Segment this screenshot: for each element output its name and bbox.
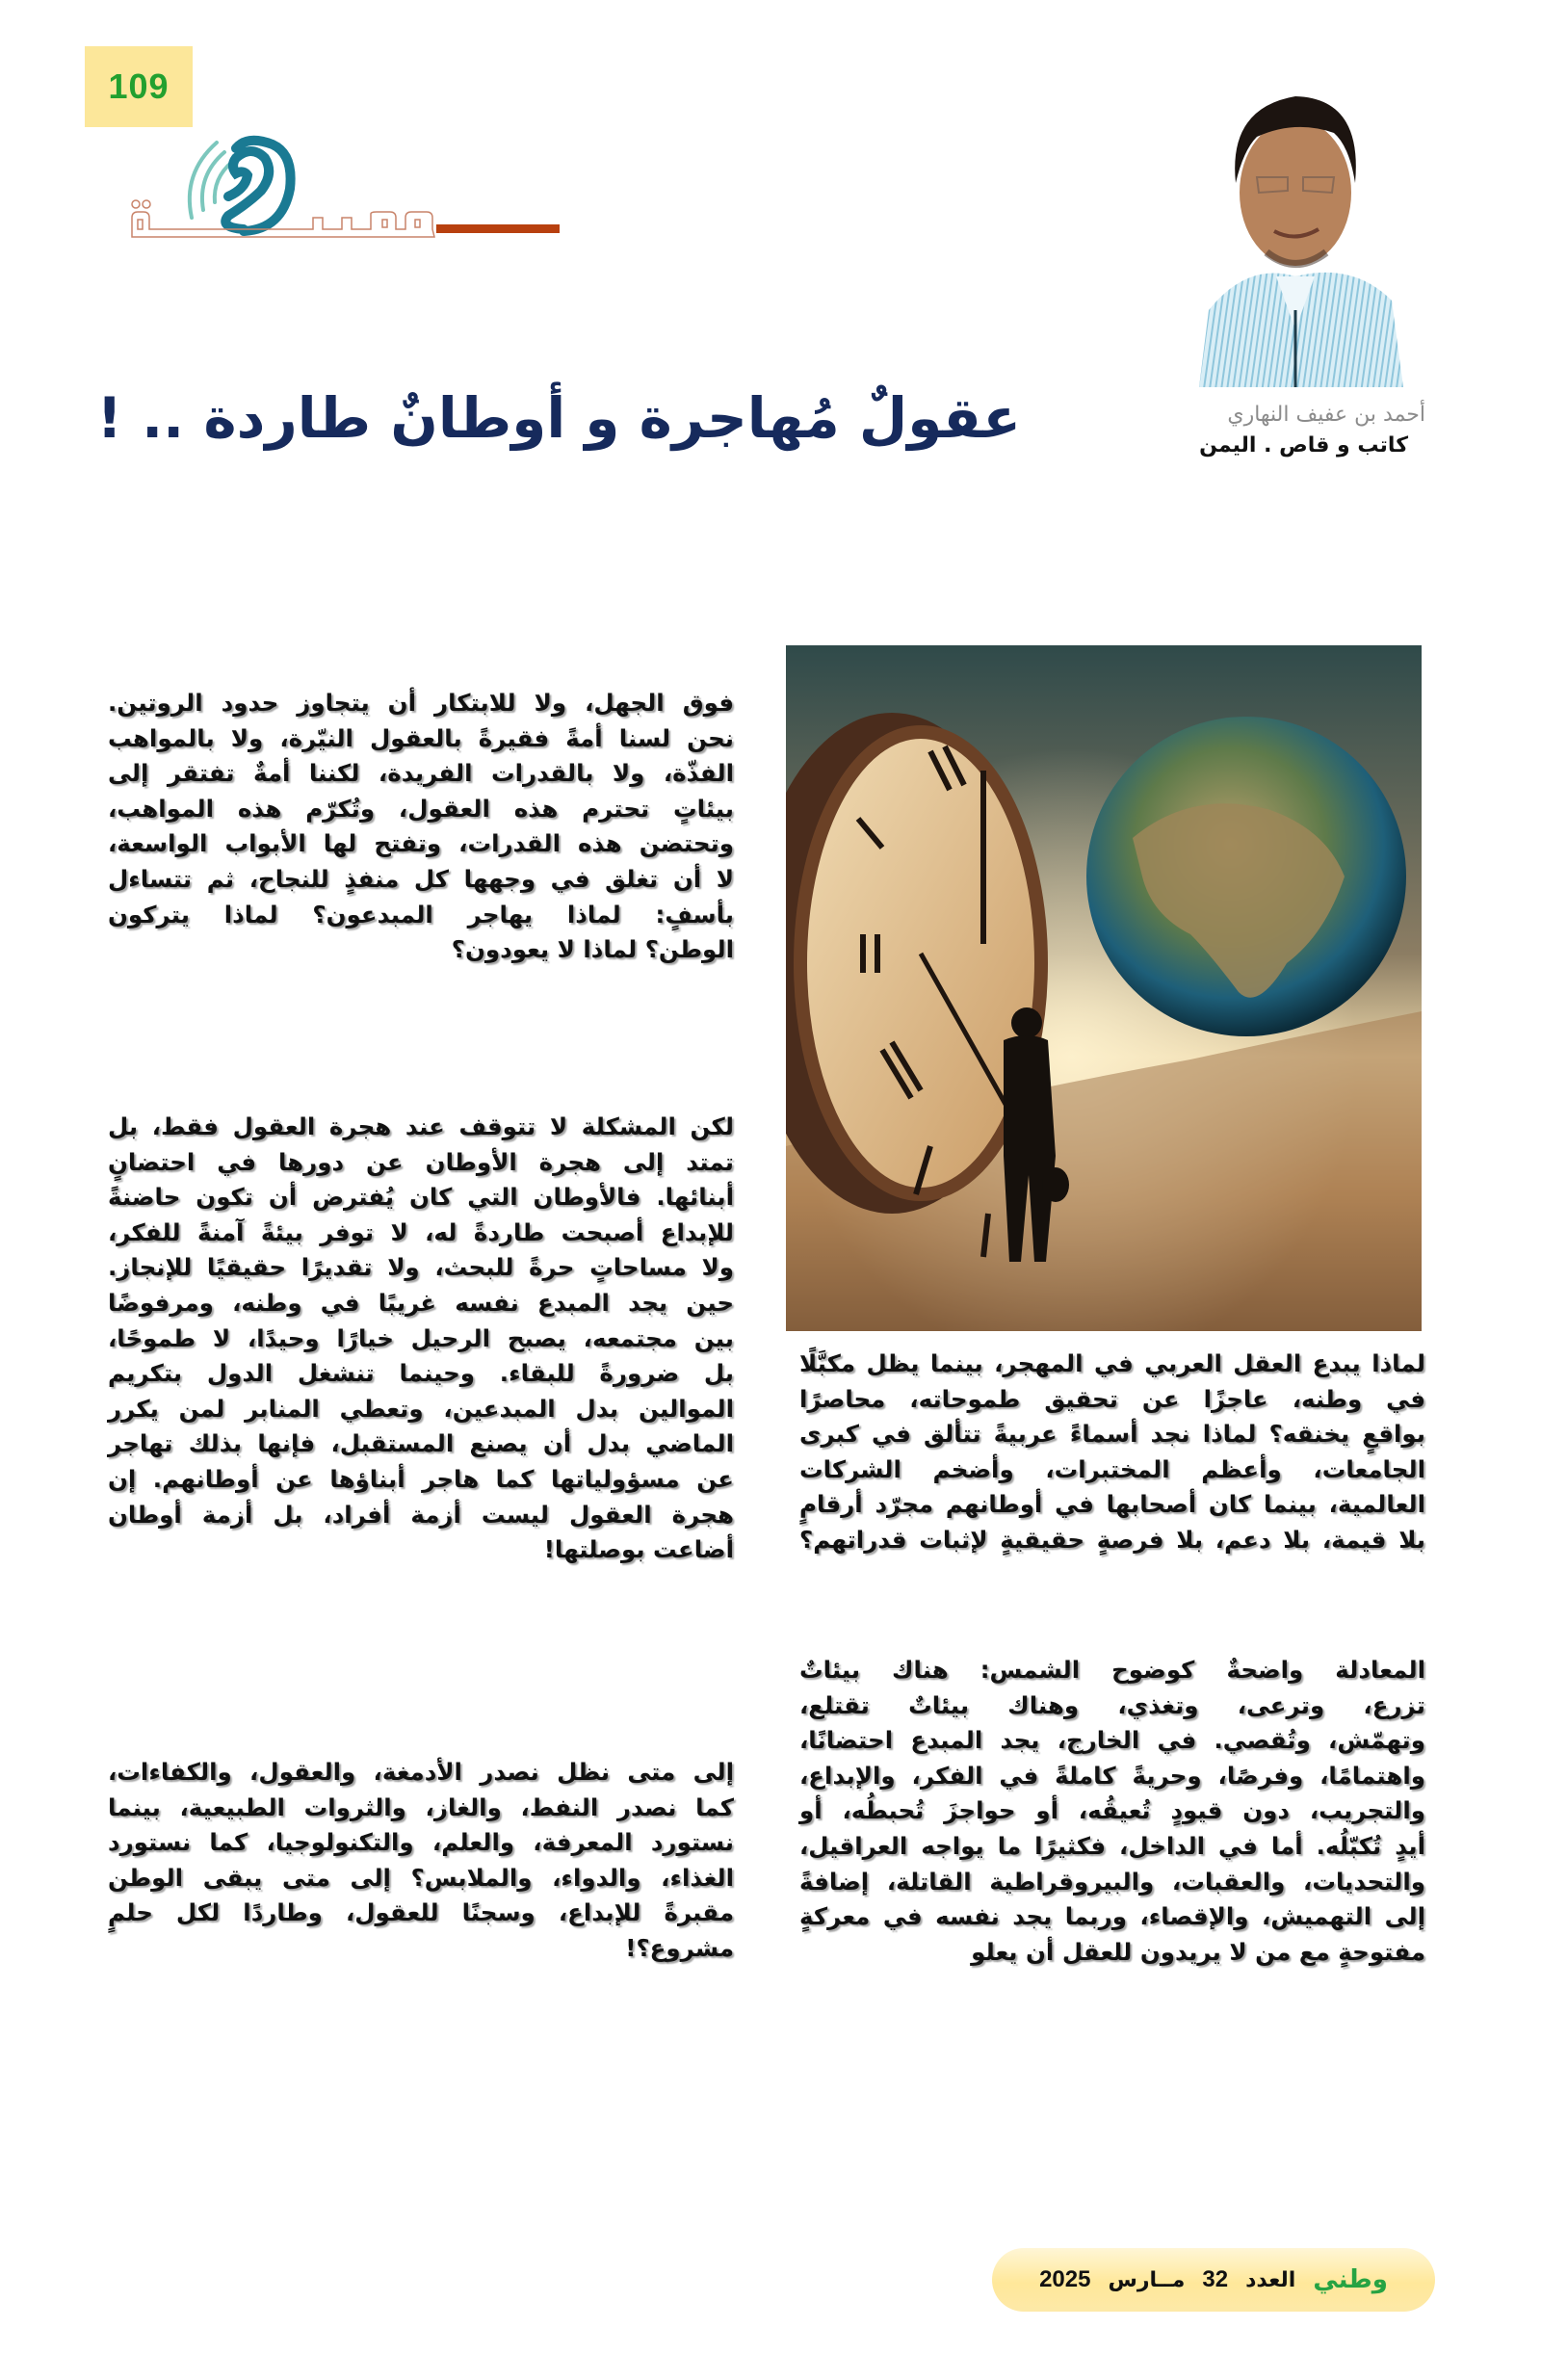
text-line: المعادلة واضحةٌ كوضوح الشمس: هناك بيئاتٌ bbox=[799, 1656, 1425, 1684]
text-line: بواقعٍ يخنقه؟ لماذا نجد أسماءً عربيةً تتألق في كبرى bbox=[799, 1420, 1425, 1449]
left-column-paragraph-2 bbox=[108, 1110, 734, 1568]
right-column-paragraph-1 bbox=[799, 1347, 1425, 1558]
article-illustration bbox=[786, 645, 1422, 1331]
text-line: فوق الجهل، ولا للابتكار أن يتجاوز حدود الروتين. bbox=[108, 689, 734, 717]
text-line: للإبداع أصبحت طاردةً له، لا توفر بيئةً آمنةً للفكر، bbox=[108, 1217, 734, 1246]
text-line: أضاعت بوصلتها! bbox=[543, 1535, 734, 1564]
text-line: نحن لسنا أمةً فقيرةً بالعقول النيّرة، ولا بالمواهب bbox=[108, 723, 734, 752]
text-line: تزرع، وترعى، وتغذي، وهناك بيئاتٌ تقتلع، bbox=[799, 1690, 1425, 1719]
ear-icon bbox=[225, 141, 290, 231]
author-role: كاتب و قاص . اليمن bbox=[1199, 433, 1408, 458]
text-line: الماضي بدل أن يصنع المستقبل، فإنها بذلك تهاجر bbox=[108, 1429, 734, 1458]
text-line: الوطن؟ لماذا لا يعودون؟ bbox=[451, 935, 734, 964]
text-line: الفذّة، ولا بالقدرات الفريدة، لكننا أمةٌ تفتقر إلى bbox=[108, 759, 734, 788]
article-title: عقولٌ مُهاجرة و أوطانٌ طاردة .. ! bbox=[96, 385, 1021, 451]
text-line: العالمية، بينما كان أصحابها في أوطانهم مجرّد أرقامٍ bbox=[799, 1490, 1425, 1519]
issue-number: 32 bbox=[1202, 2266, 1229, 2292]
issue-footer bbox=[992, 2248, 1435, 2312]
text-line: مقبرةً للإبداع، وسجنًا للعقول، وطاردًا لكل حلمٍ bbox=[108, 1898, 734, 1927]
issue-month: مــارس bbox=[1108, 2267, 1186, 2292]
text-line: لكن المشكلة لا تتوقف عند هجرة العقول فقط، بل bbox=[108, 1112, 734, 1140]
text-line: وتحتضن هذه القدرات، وتفتح لها الأبواب الواسعة، bbox=[108, 829, 734, 858]
issue-label: العدد bbox=[1245, 2267, 1296, 2292]
text-line: الغذاء، والدواء، والملابس؟ إلى متى يبقى الوطن bbox=[108, 1863, 734, 1892]
text-line: ولا مساحاتٍ حرةً للبحث، ولا تقديرًا حقيقيًا للإنجاز. bbox=[108, 1253, 734, 1282]
logo-underline-bar bbox=[436, 224, 560, 233]
text-line: لا أن تغلق في وجهها كل منفذٍ للنجاح، ثم تتساءل bbox=[108, 864, 734, 893]
text-line: وتهمّش، وتُقصي. في الخارج، يجد المبدع احتضانًا، bbox=[799, 1726, 1425, 1755]
text-line: بل ضرورةً للبقاء. وحينما تنشغل الدول بتكريم bbox=[108, 1359, 734, 1388]
text-line: الجامعات، وأعظم المختبرات، وأضخم الشركات bbox=[799, 1454, 1425, 1483]
page-number: 109 bbox=[108, 66, 170, 106]
text-line: عن مسؤولياتها كما هاجر أبناؤها عن أوطانهم. إن bbox=[108, 1464, 734, 1493]
text-line: مشروع؟! bbox=[625, 1933, 734, 1962]
text-line: نستورد المعرفة، والعلم، والتكنولوجيا، كما نستورد bbox=[108, 1828, 734, 1857]
text-line: بين مجتمعه، يصبح الرحيل خيارًا وحيدًا، لا طموحًا، bbox=[108, 1323, 734, 1352]
text-line: إلى التهميش، والإقصاء، وربما يجد نفسه في معركةٍ bbox=[799, 1902, 1425, 1931]
magazine-brand: وطني bbox=[1313, 2265, 1388, 2294]
text-line: أبنائها. فالأوطان التي كان يُفترض أن تكون حاضنةً bbox=[108, 1183, 734, 1212]
text-line: مفتوحةٍ مع من لا يريدون للعقل أن يعلو bbox=[971, 1937, 1425, 1966]
left-column-paragraph-1 bbox=[108, 686, 734, 968]
text-line: حين يجد المبدع نفسه غريبًا في وطنه، ومرفوضًا bbox=[108, 1288, 734, 1317]
text-line: بأسفٍ: لماذا يهاجر المبدعون؟ لماذا يتركون bbox=[108, 900, 734, 928]
text-line: أيدٍ تُكبّلُه. أما في الداخل، فكثيرًا ما يواجه العراقيل، bbox=[799, 1831, 1425, 1860]
text-line: الموالين بدل المبدعين، وتعطي المنابر لمن يكرر bbox=[108, 1394, 734, 1423]
text-line: إلى متى نظل نصدر الأدمغة، والعقول، والكفاءات، bbox=[108, 1758, 734, 1786]
globe-image bbox=[1086, 717, 1406, 1036]
text-line: هجرة العقول ليست أزمة أفراد، بل أزمة أوطان bbox=[108, 1500, 734, 1529]
page-number-badge bbox=[85, 46, 193, 127]
author-photo bbox=[1189, 69, 1406, 387]
text-line: في وطنه، عاجزًا عن تحقيق طموحاته، محاصرًا bbox=[799, 1384, 1425, 1413]
text-line: لماذا يبدع العقل العربي في المهجر، بينما يظل مكبَّلًا bbox=[799, 1349, 1425, 1377]
text-line: بيئاتٍ تحترم هذه العقول، وتُكرّم هذه المواهب، bbox=[108, 794, 734, 823]
text-line: واهتمامًا، وفرصًا، وحريةً كاملةً في الفكر، والإبداع، bbox=[799, 1761, 1425, 1790]
right-column-paragraph-2 bbox=[799, 1653, 1425, 1970]
sound-waves-icon bbox=[190, 143, 232, 218]
author-name: أحمد بن عفيف النهاري bbox=[1227, 403, 1425, 427]
text-line: كما نصدر النفط، والغاز، والثروات الطبيعية، بينما bbox=[108, 1792, 734, 1821]
text-line: والتحديات، والعقبات، والبيروقراطية القاتلة، إضافةً bbox=[799, 1867, 1425, 1896]
text-line: تمتد إلى هجرة الأوطان عن دورها في احتضانٍ bbox=[108, 1147, 734, 1176]
left-column-paragraph-3 bbox=[108, 1755, 734, 1967]
text-line: والتجريب، دون قيودٍ تُعيقُه، أو حواجزَ تُحبطُه، أو bbox=[799, 1796, 1425, 1825]
text-line: بلا قيمة، بلا دعم، بلا فرصةٍ حقيقيةٍ لإثبات قدراتهم؟ bbox=[799, 1525, 1425, 1554]
section-logo bbox=[120, 135, 679, 241]
issue-year: 2025 bbox=[1039, 2266, 1091, 2292]
